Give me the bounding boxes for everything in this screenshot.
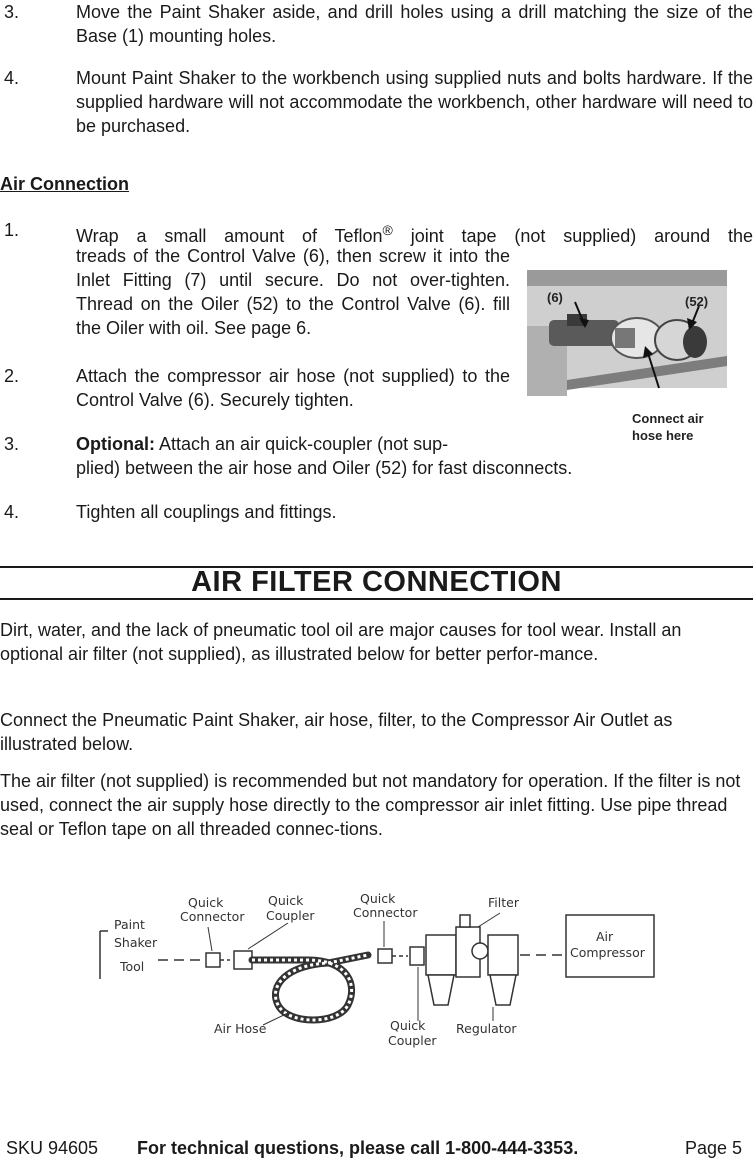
step-text: Attach the compressor air hose (not supplied) to the Control Valve (6). Securely tighten. [76, 366, 510, 410]
label-connector-1: Connector [180, 909, 245, 924]
step-number: 4. [4, 502, 20, 522]
air-filter-paragraph-3: The air filter (not supplied) is recommended but not mandatory for operation. If the filter is not used, connect the air supply hose directly to the compressor air inlet fitting. Use pipe thread seal or Teflon tape on all threaded connec-tions. [0, 771, 741, 839]
air-step-4 [0, 500, 753, 526]
step-text: Mount Paint Shaker to the workbench using supplied nuts and bolts hardware. If the supplied hardware will not accommodate the workbench, other hardware will need to be purchased. [76, 68, 753, 136]
label-filter: Filter [488, 895, 519, 910]
step-number: 4. [4, 68, 20, 88]
air-filter-connection-title: AIR FILTER CONNECTION [191, 566, 562, 598]
label-quick-4: Quick [390, 1018, 426, 1033]
label-tool: Tool [120, 959, 145, 974]
photo-label-part6: (6) [547, 290, 563, 305]
label-compressor: Compressor [570, 945, 645, 960]
label-shaker: Shaker [114, 935, 158, 950]
step-text-rest: treads of the Control Valve (6), then screw it into the Inlet Fitting (7) until secure. Do not over-tighten. Thread on the Oiler (52) to the Control Valve (6). fill the Oiler with oil. See page 6. [76, 246, 510, 338]
air-filter-paragraph-1: Dirt, water, and the lack of pneumatic tool oil are major causes for tool wear. Install an optional air filter (not supplied), as illustrated below for better perfor-mance. [0, 620, 682, 664]
control-valve-oiler-photo [527, 266, 727, 446]
air-filter-connection-diagram [88, 885, 678, 1050]
step-text-line2: plied) between the air hose and Oiler (52) for fast disconnects. [76, 458, 573, 478]
photo-label-connect-line1: Connect air [632, 411, 704, 426]
label-connector-3: Connector [353, 905, 418, 920]
step-text-line1: Optional: Attach an air quick-coupler (not sup- [76, 434, 449, 454]
label-regulator: Regulator [456, 1021, 517, 1036]
step-number: 2. [4, 366, 20, 386]
label-air-hose: Air Hose [214, 1021, 267, 1036]
photo-label-part52: (52) [685, 294, 709, 309]
label-air: Air [596, 929, 614, 944]
label-coupler-2: Coupler [266, 908, 315, 923]
section-rule-bottom [0, 598, 753, 600]
registered-mark: ® [382, 222, 393, 238]
photo-label-connect-line2: hose here [632, 428, 694, 443]
label-quick-2: Quick [268, 893, 304, 908]
air-connection-heading: Air Connection [0, 174, 129, 194]
air-filter-paragraph-2: Connect the Pneumatic Paint Shaker, air hose, filter, to the Compressor Air Outlet as illustrated below. [0, 710, 673, 754]
footer-page: Page 5 [685, 1138, 743, 1158]
step-text: Move the Paint Shaker aside, and drill holes using a drill matching the size of the Base (1) mounting holes. [76, 2, 753, 46]
label-quick-3: Quick [360, 891, 396, 906]
air-step-2 [0, 364, 520, 414]
footer-support: For technical questions, please call 1-800-444-3353. [137, 1138, 579, 1158]
optional-label: Optional: [76, 434, 155, 454]
footer-sku: SKU 94605 [6, 1138, 99, 1158]
label-coupler-4: Coupler [388, 1033, 437, 1048]
label-paint: Paint [114, 917, 145, 932]
step-text-line1: Wrap a small amount of Teflon® joint tape (not supplied) around the [76, 222, 753, 246]
step-3-mount-prep [0, 0, 753, 50]
step-number: 1. [4, 220, 20, 240]
label-quick-1: Quick [188, 895, 224, 910]
step-4-mount-workbench [0, 66, 753, 141]
step-number: 3. [4, 434, 20, 454]
step-number: 3. [4, 2, 20, 22]
step-text: Tighten all couplings and fittings. [76, 502, 337, 522]
